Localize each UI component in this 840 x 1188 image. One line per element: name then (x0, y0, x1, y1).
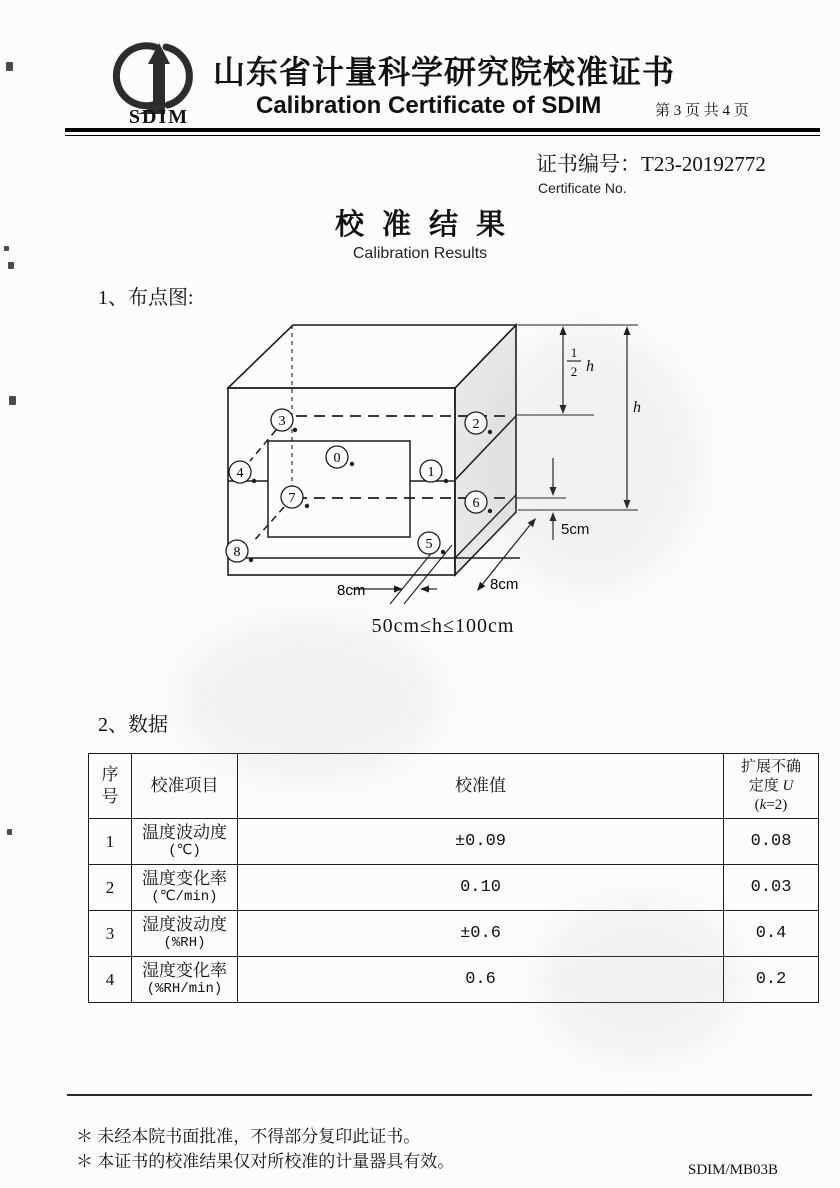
row-uncertainty: 0.03 (724, 865, 819, 911)
form-code: SDIM/MB03B (688, 1162, 779, 1178)
row-item: 湿度波动度 (%RH) (132, 911, 238, 957)
scan-smudge (540, 900, 740, 1060)
row-item: 湿度变化率 (%RH/min) (132, 957, 238, 1003)
scan-smudge (480, 330, 700, 590)
svg-text:5: 5 (425, 537, 433, 552)
col-header-seq: 序 号 (89, 754, 132, 819)
point-marker-3 (271, 409, 297, 432)
svg-text:6: 6 (472, 496, 480, 511)
results-title-en: Calibration Results (352, 245, 488, 262)
table-header-row (89, 754, 819, 819)
svg-text:h: h (586, 358, 594, 375)
header-rule-thick (65, 128, 820, 132)
svg-text:2: 2 (570, 364, 578, 379)
col-header-uncertainty: 扩展不确 定度 U (k=2) (724, 754, 819, 819)
svg-text:8cm: 8cm (490, 576, 519, 593)
row-uncertainty: 0.2 (724, 957, 819, 1003)
diagram-caption: 50cm≤h≤100cm (371, 615, 515, 637)
footer-note-2: ＊ 本证书的校准结果仅对所校准的计量器具有效。 (76, 1152, 455, 1171)
logo-text: SDIM (128, 106, 190, 126)
page-number: 第 3 页 共 4 页 (655, 103, 749, 119)
scan-smudge (180, 620, 440, 780)
certificate-title-cn: 山东省计量科学研究院校准证书 (213, 54, 676, 90)
row-value: 0.6 (238, 957, 724, 1003)
svg-text:1: 1 (570, 345, 578, 360)
row-value: 0.10 (238, 865, 724, 911)
certificate-number-value: T23-20192772 (641, 152, 766, 176)
scan-artifact (9, 396, 16, 405)
row-seq: 4 (89, 957, 132, 1003)
point-marker-8 (226, 540, 253, 562)
scan-artifact (8, 262, 14, 269)
certificate-number-line (536, 148, 766, 178)
scan-artifact (6, 62, 13, 71)
row-seq: 2 (89, 865, 132, 911)
section-data-label: 2、数据 (98, 714, 168, 736)
section-layout-label: 1、布点图: (98, 287, 194, 309)
footer-note-1: ＊ 未经本院书面批准，不得部分复印此证书。 (76, 1127, 421, 1146)
svg-text:8: 8 (233, 545, 241, 560)
point-marker-1 (420, 460, 448, 483)
row-item: 温度波动度 (℃) (132, 819, 238, 865)
table-row (89, 865, 819, 911)
row-value: ±0.6 (238, 911, 724, 957)
svg-text:1: 1 (427, 465, 435, 480)
row-seq: 3 (89, 911, 132, 957)
certificate-number-label: 证书编号： (536, 152, 641, 176)
logo-mark-icon (116, 43, 189, 114)
row-seq: 1 (89, 819, 132, 865)
certificate-number-sublabel: Certificate No. (538, 180, 627, 196)
scan-artifact (7, 829, 12, 835)
scan-artifact (4, 246, 9, 251)
row-uncertainty: 0.4 (724, 911, 819, 957)
results-title-cn: 校准结果 (334, 209, 523, 241)
header-rule-thin (65, 135, 820, 136)
svg-text:5cm: 5cm (561, 521, 590, 538)
svg-text:8cm: 8cm (337, 582, 366, 599)
svg-text:4: 4 (236, 466, 244, 481)
table-row (89, 819, 819, 865)
point-marker-5 (418, 532, 445, 554)
svg-text:0: 0 (333, 451, 341, 466)
footer-rule (67, 1094, 812, 1096)
certificate-title-en: Calibration Certificate of SDIM (256, 92, 602, 119)
svg-text:2: 2 (472, 417, 480, 432)
row-value: ±0.09 (238, 819, 724, 865)
svg-text:3: 3 (278, 414, 286, 429)
svg-text:7: 7 (288, 491, 296, 506)
svg-text:h: h (633, 399, 641, 416)
sdim-logo (103, 42, 215, 126)
row-uncertainty: 0.08 (724, 819, 819, 865)
col-header-item: 校准项目 (132, 754, 238, 819)
row-item: 温度变化率 (℃/min) (132, 865, 238, 911)
col-header-value: 校准值 (238, 754, 724, 819)
point-marker-4 (229, 461, 256, 483)
